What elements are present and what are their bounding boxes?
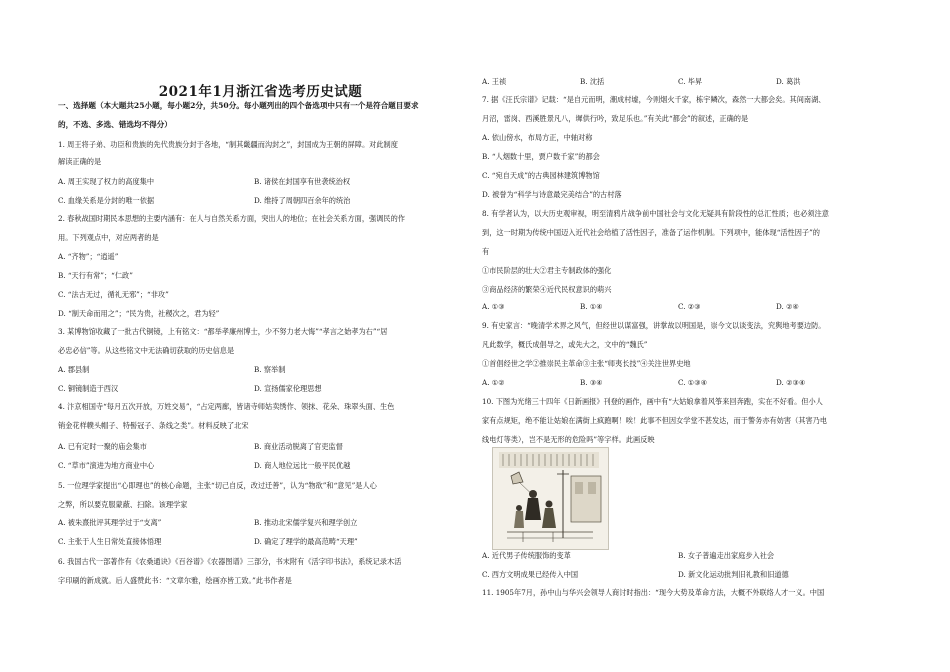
question-8-option-c: C. ②③	[678, 302, 701, 311]
question-6-text-cont: 字印刷的新成就。后人盛赞此书：“文章尔雅，绘画亦皆工致。”此书作者是	[58, 576, 292, 585]
question-10-option-b: B. 女子普遍走出家庭步入社会	[678, 551, 775, 560]
question-7-text-cont: 月沼，雷岗、西溪胜景凡八，墀供行吟，致足乐也。”有关此“都会”的叙述，正确的是	[482, 114, 749, 123]
question-5-text-cont: 之弊，所以要克服蒙蔽、扫除。该理学家	[58, 500, 188, 509]
question-2-text: 2. 春秋战国时期民本思想的主要内涵有：在人与自然关系方面，突出人的地位；在社会关系方面，强调民的作	[58, 214, 405, 223]
page-title: 2021年1月浙江省选考历史试题	[158, 84, 363, 100]
question-4-option-c: C. “草市”演进为地方商业中心	[58, 461, 155, 470]
question-8-items-1: ①市民阶层的壮大②君主专制政体的强化	[482, 266, 612, 275]
question-5-option-a: A. 被朱熹批评其理学过于“支离”	[58, 518, 162, 527]
section-header-cont: 的，不选、多选、错选均不得分）	[58, 120, 172, 129]
question-2-option-b: B. “天行有常”；“仁政”	[58, 271, 133, 280]
question-8-text: 8. 有学者认为，以大历史观审视，明至清鸦片战争前中国社会与文化无疑具有阶段性的总汇性质；也必须注意	[482, 209, 829, 218]
question-9-text: 9. 有史家言：“晚清学术界之风气，但经世以谋富强，讲掌故以明国是，崇今文以谈变法，究舆地考要边防。	[482, 321, 826, 330]
question-6-option-b: B. 沈括	[580, 77, 605, 86]
question-11-text: 11. 1905年7月，孙中山与华兴会领导人商讨时指出：“现今大势及革命方法，大概不外联络人才一义。中国	[482, 588, 825, 597]
question-4-text-cont: 销金花样幞头帽子、特髻冠子、条线之类”。材料反映了北宋	[58, 421, 249, 430]
question-7-option-b: B. “人烟数十里，贾户数千家”的都会	[482, 152, 600, 161]
question-8-text-cont: 到，这一时期为传统中国迈入近代社会给植了活性因子，准备了运作机制。下列项中，能体现“活性因子”的	[482, 228, 820, 237]
question-2-option-d: D. “制天命而用之”；“民为贵，社稷次之，君为轻”	[58, 309, 220, 318]
question-5-option-c: C. 主张于人生日常处直接体悟理	[58, 537, 162, 546]
question-5-text: 5. 一位理学家提出“心即理也”的核心命题，主张“切己自反，改过迁善”，认为“物欲”和“意见”是人心	[58, 481, 377, 490]
question-3-option-a: A. 郡县制	[58, 365, 90, 374]
question-8-text-end: 有	[482, 247, 490, 256]
question-8-option-a: A. ①③	[482, 302, 505, 311]
question-9-option-b: B. ③④	[580, 378, 603, 387]
question-10-text: 10. 下图为光绪三十四年《日新画报》刊登的画作，画中有“大姑娘拿着风筝来回奔跑，实在不好看。但小人	[482, 397, 823, 406]
question-10-option-a: A. 近代男子传统服饰的变革	[482, 551, 571, 560]
question-1-option-d: D. 维持了周朝四百余年的统治	[254, 196, 351, 205]
question-6-option-d: D. 葛洪	[776, 77, 801, 86]
question-10-text-end: 线电灯等类），岂不是无形的危险吗”等字样。此画反映	[482, 435, 655, 444]
question-2-text-cont: 用。下列观点中，对应两者的是	[58, 233, 159, 242]
question-3-option-d: D. 宣扬儒家伦理思想	[254, 384, 322, 393]
question-5-option-b: B. 推动北宋儒学复兴和理学创立	[254, 518, 358, 527]
question-2-option-a: A. “齐物”；“逍遥”	[58, 252, 119, 261]
question-9-items: ①首倡经世之学②推崇民主革命③主张“师夷长技”④关注世界史地	[482, 359, 691, 368]
question-5-option-d: D. 确定了理学的最高范畴“天理”	[254, 537, 358, 546]
question-4-option-a: A. 已有定时一聚的庙会集市	[58, 442, 147, 451]
question-1-text: 1. 周王将子弟、功臣和贵族的先代贵族分封于各地，“制其畿疆而沟封之”，封国成为王朝的屏障。对此制度	[58, 140, 398, 149]
question-4-option-b: B. 商业活动脱离了官吏监督	[254, 442, 343, 451]
question-9-option-d: D. ②③④	[776, 378, 806, 387]
question-4-option-d: D. 商人地位远比一般平民优越	[254, 461, 351, 470]
question-10-option-d: D. 新文化运动批判旧礼教和旧道德	[678, 570, 789, 579]
question-7-option-c: C. “宛自天成”的古典园林建筑博物馆	[482, 171, 600, 180]
question-8-option-b: B. ①④	[580, 302, 603, 311]
question-7-option-a: A. 依山傍水，布局方正，中轴对称	[482, 133, 593, 142]
question-1-option-a: A. 周王实现了权力的高度集中	[58, 177, 155, 186]
newspaper-cartoon-image	[492, 447, 609, 550]
question-8-option-d: D. ②④	[776, 302, 799, 311]
question-7-text: 7. 据《汪氏宗谱》记载：“是自元而明，潮成村墟，今则烟火千家，栋宇鳞次，森然一大都会矣。其间南湖、	[482, 95, 826, 104]
question-6-text: 6. 我国古代一部著作有《农桑通诀》《百谷谱》《农器图谱》三部分，书末附有《活字印书法》，系统记录木活	[58, 557, 402, 566]
question-4-text: 4. 汴京相国寺“每月五次开放，万姓交易”，“占定两廊，皆诸寺师姑卖绣作、领抹、花朵、珠翠头面、生色	[58, 402, 395, 411]
question-1-option-c: C. 血缘关系是分封的唯一依据	[58, 196, 155, 205]
question-3-text: 3. 某博物馆收藏了一批古代铜镜，上有铭文：“都举孝廉州博士，少不努力老大悔”“孝言之始孝为右”“居	[58, 327, 388, 336]
question-3-option-c: C. 铜镜制造于西汉	[58, 384, 119, 393]
section-header: 一、选择题（本大题共25小题，每小题2分，共50分。每小题列出的四个备选项中只有一个是符合题目要求	[58, 101, 419, 110]
question-10-option-c: C. 西方文明成果已经传入中国	[482, 570, 579, 579]
question-1-text-cont: 解读正确的是	[58, 157, 102, 166]
question-6-option-a: A. 王祯	[482, 77, 507, 86]
question-3-option-b: B. 察举制	[254, 365, 286, 374]
question-3-text-cont: 必忠必信”等。从这些铭文中无法确切获取的历史信息是	[58, 346, 235, 355]
question-2-option-c: C. “法古无过，循礼无邪”；“非攻”	[58, 290, 169, 299]
question-7-option-d: D. 被誉为“科学与诗意最完美结合”的古村落	[482, 190, 622, 199]
question-9-option-a: A. ①②	[482, 378, 505, 387]
question-6-option-c: C. 毕昇	[678, 77, 703, 86]
question-9-text-cont: 凡此数学，概氏成倡导之，或先大之，文中的“魏氏”	[482, 340, 648, 349]
question-8-items-2: ③商品经济的繁荣④近代民权意识的萌兴	[482, 285, 612, 294]
question-9-option-c: C. ①③④	[678, 378, 708, 387]
cartoon-drawing	[493, 448, 608, 549]
question-1-option-b: B. 诸侯在封国享有世袭统治权	[254, 177, 351, 186]
question-10-text-cont: 家有点规矩，绝不能让姑娘在满街上疯跑啊！唉！此事不但因女学堂不甚发达，而于警务亦有妨害（其害乃电	[482, 416, 828, 425]
